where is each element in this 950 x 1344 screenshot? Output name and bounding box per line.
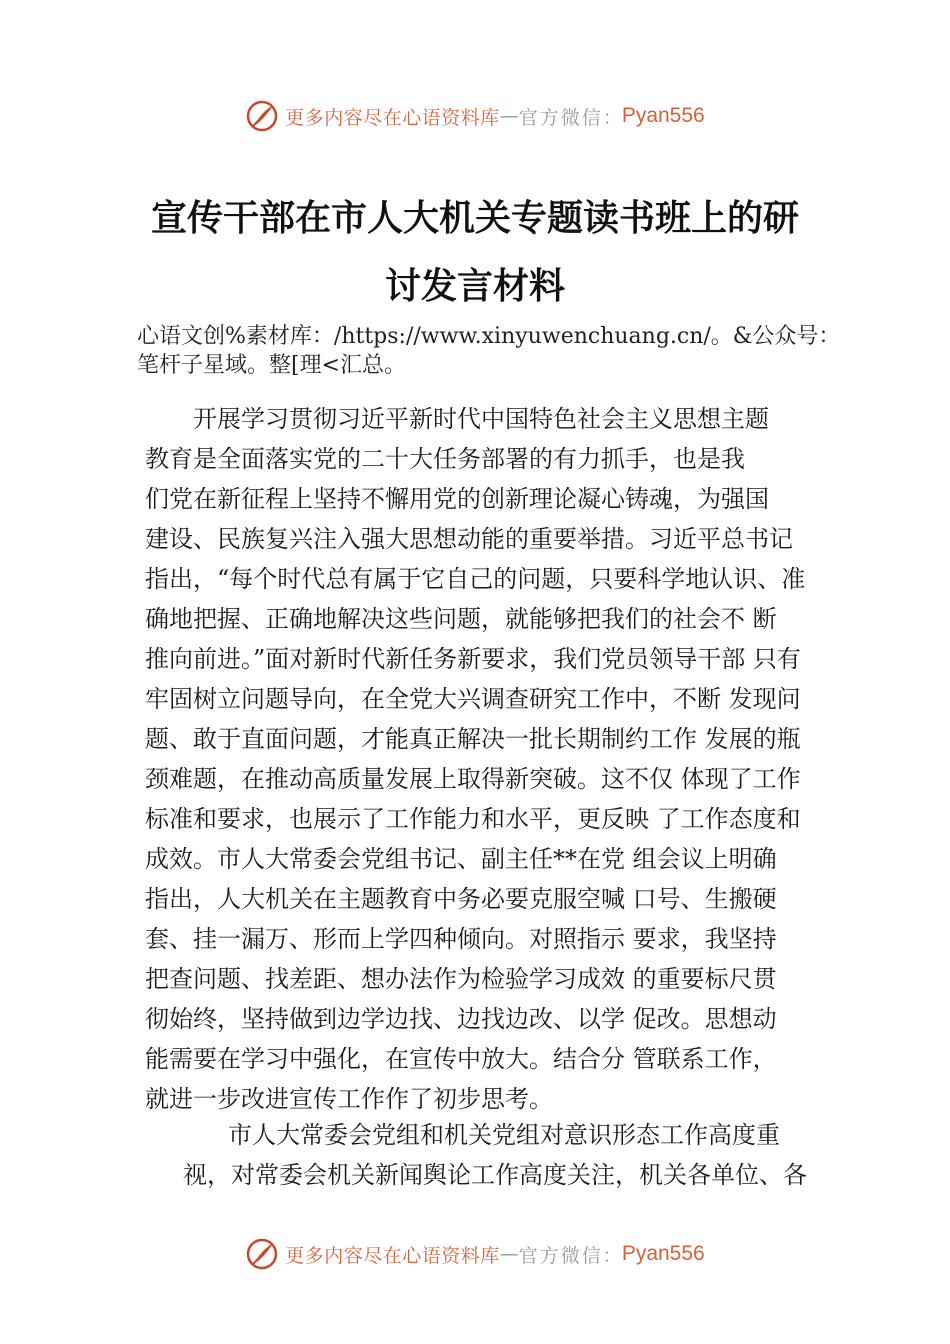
- paragraph-line: 能需要在学习中强化，在宣传中放大。结合分 管联系工作，: [145, 1045, 777, 1073]
- quill-logo-icon: [245, 99, 279, 133]
- banner-wechat-label: 官方微信: [518, 106, 603, 129]
- document-title-line-2: 讨发言材料: [384, 265, 565, 307]
- paragraph-line: 建设、民族复兴注入强大思想动能的重要举措。习近平总书记: [145, 525, 793, 553]
- paragraph-line: 确地把握、正确地解决这些问题，就能够把我们的社会不 断: [145, 605, 777, 633]
- quill-logo-icon: [245, 1237, 279, 1271]
- banner-colon: ：: [602, 106, 622, 129]
- paragraph-line: 教育是全面落实党的二十大任务部署的有力抓手，也是我: [145, 445, 745, 473]
- footer-banner: [0, 1234, 950, 1274]
- banner-colon: ：: [602, 1244, 622, 1267]
- paragraph-line: 们党在新征程上坚持不懈用党的创新理论凝心铸魂，为强国: [145, 485, 769, 513]
- paragraph-line: 开展学习贯彻习近平新时代中国特色社会主义思想主题: [193, 405, 769, 433]
- banner-dash: —: [499, 1243, 519, 1265]
- paragraph-line: 指出，“每个时代总有属于它自己的问题，只要科学地认识、准: [145, 565, 806, 593]
- paragraph-line: 市人大常委会党组和机关党组对意识形态工作高度重: [228, 1121, 780, 1149]
- paragraph-line: 推向前进。”面对新时代新任务新要求，我们党员领导干部 只有: [145, 645, 801, 673]
- banner-wechat-id: Pyan556: [621, 1242, 705, 1265]
- paragraph-line: 牢固树立问题导向，在全党大兴调查研究工作中，不断 发现问: [145, 685, 801, 713]
- header-banner: [0, 96, 950, 136]
- banner-wechat-id: Pyan556: [621, 104, 705, 127]
- paragraph-line: 就进一步改进宣传工作作了初步思考。: [145, 1085, 553, 1113]
- paragraph-line: 指出，人大机关在主题教育中务必要克服空喊 口号、生搬硬: [145, 885, 777, 913]
- paragraph-line: 成效。市人大常委会党组书记、副主任**在党 组会议上明确: [145, 845, 777, 873]
- banner-text: 更多内容尽在心语资料库: [285, 106, 500, 129]
- banner-dash: —: [499, 105, 519, 127]
- banner-wechat-label: 官方微信: [518, 1244, 603, 1267]
- source-note: 心语文创%素材库：/https://www.xinyuwenchuang.cn/。&公众号：笔杆子星域。整[理<汇总。: [137, 324, 841, 378]
- paragraph-line: 题、敢于直面问题，才能真正解决一批长期制约工作 发展的瓶: [145, 725, 801, 753]
- banner-text: 更多内容尽在心语资料库: [285, 1244, 500, 1267]
- paragraph-line: 彻始终，坚持做到边学边找、边找边改、以学 促改。思想动: [145, 1005, 777, 1033]
- paragraph-line: 标准和要求，也展示了工作能力和水平，更反映 了工作态度和: [145, 805, 801, 833]
- document-title-line-1: 宣传干部在市人大机关专题读书班上的研: [150, 197, 799, 239]
- paragraph-line: 套、挂一漏万、形而上学四种倾向。对照指示 要求，我坚持: [145, 925, 777, 953]
- paragraph-line: 把查问题、找差距、想办法作为检验学习成效 的重要标尺贯: [145, 965, 777, 993]
- paragraph-line: 颈难题，在推动高质量发展上取得新突破。这不仅 体现了工作: [145, 765, 801, 793]
- paragraph-line: 视，对常委会机关新闻舆论工作高度关注，机关各单位、各: [183, 1161, 807, 1189]
